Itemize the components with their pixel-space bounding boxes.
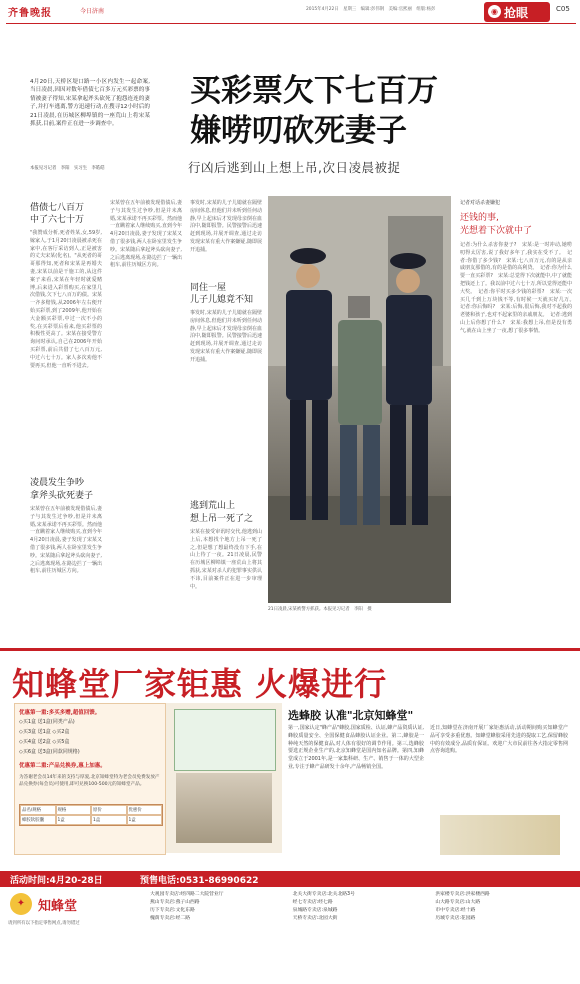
section-heading-3: 同住一屋 (190, 283, 227, 293)
section-heading-3b: 儿子儿媳竟不知 (190, 295, 254, 305)
store-list (150, 891, 570, 922)
sidebar-body: 记者:为什么杀害你妻子? 宋某:是一时冲动,她唠叨得太厉害,说了我好多年了,我实在受不了。 记者:你借了多少钱? 宋某:七八百万元,有的是从亲戚朋友那借的,有的是借的高利贷。 记者:你为什么要一直买彩票? 宋某:总觉得下次就能中,中了就能把钱还上了。我以前中过六七十万,所以觉得还能中大奖。 记者:你平时买多少钱的彩票? 宋某:一次买几千到上万块钱不等,有时候一天就买好几万。 记者:你后悔吗? 宋某:后悔,很后悔,我对不起我的老婆和孩子,也对不起家里的亲戚朋友。 记者:逃到山上后你想了什么? 宋某:我想上吊,但是没有勇气,就在山上坐了一夜,想了很多事情。 (460, 242, 578, 334)
story-text-col3: 事发时,宋某的儿子儿媳就在隔壁房间休息,但他们并未听到任何动静,早上起床后才发现母亲倒在血泊中,随即报警。民警接警后迅速赶到现场,并展开调查,通过走访发现宋某有重大作案嫌疑,随即展开追捕。 (190, 310, 262, 363)
ad-promo-line-5: 优惠第二重:产品兑换券,惠上加惠。 (19, 763, 106, 769)
store-item: 洪家楼专卖店:洪家楼西路 (435, 892, 490, 897)
section-heading-1b: 中了六七十万 (30, 215, 85, 225)
date-editor-line: 2015年4月22日 星期三 编辑:彭伟钢 美编:官熙丽 组版:杨彭 (306, 7, 436, 12)
table-cell: 1盒 (127, 815, 163, 825)
store-item: 泉城路专卖店:泉城路 (292, 908, 338, 913)
store-item: 燕山专卖店:燕子山西路 (150, 900, 200, 905)
news-photo (268, 196, 451, 603)
store-item: 山大路专卖店:山大路 (435, 900, 481, 905)
story-text-col2: 宋某曾在五年前被发现借债后,妻子与其发生过争吵,但是并未离婚,宋某承诺不再买彩票。然而他一直瞒着家人继续购买,直到今年4月20日凌晨,妻子发现了宋某又借了很多钱,两人在卧室里发生争吵。宋某随后拿起斧头砍向妻子,之后逃离现场,在路边拦了一辆出租车,前往历城区方向。 (110, 200, 182, 269)
ad-product-lineup (440, 815, 560, 855)
ad-promo-note: 为答谢老会员14年来的支持与厚爱,北京知蜂堂特为老会员免费发放产品兑换券(每会员)可使用,即可兑换100-500元的知蜂堂产品。 (19, 775, 160, 787)
story-text-col3a: 事发时,宋某的儿子儿媳就在隔壁房间休息,但他们并未听到任何动静,早上起床后才发现母亲倒在血泊中,随即报警。民警接警后迅速赶到现场,并展开调查,通过走访发现宋某有重大作案嫌疑,随即展开追捕。 (190, 200, 262, 253)
ad-promo-line-3: ◇买4盒 送2盒 ◇买5盒 (19, 739, 70, 745)
table-cell: 蜂胶软胶囊 (20, 815, 56, 825)
store-item: 大观园专卖店:经四路二大院营业厅 (150, 892, 224, 897)
ad-headline: 知蜂堂厂家钜惠 火爆进行 (12, 665, 388, 703)
section-heading-2b: 拿斧头砍死妻子 (30, 491, 94, 501)
story-text-col1b: 宋某曾在五年前被发现借债后,妻子与其发生过争吵,但是并未离婚,宋某承诺不再买彩票。然而他一直瞒着家人继续购买,直到今年4月20日凌晨,妻子发现了宋某又借了很多钱,两人在卧室里发生争吵。宋某随后拿起斧头砍向妻子,之后逃离现场,在路边拦了一辆出租车,前往历城区方向。 (30, 506, 102, 575)
table-header: 优惠价 (127, 805, 163, 815)
ad-date-band (0, 871, 580, 887)
product-box (174, 709, 276, 771)
ad-brand-logo (10, 891, 130, 917)
ad-promo-box (14, 703, 166, 855)
ad-header (0, 651, 580, 701)
lead-summary: 4月20日,天桥区堤口路一小区内发生一起命案,当日凌晨,因因对数年借债七百多万元买彩票的事情被妻子得知,宋某拿起斧头砍死了抱怨连连的妻子,并打车逃离,警方迅速行动,在搜寻12小时后的21日凌晨,在历城区柳埠镇的一座荒山上将宋某抓获,目前,案件正在进一步调查中。 (30, 79, 150, 128)
section-tag-label: 抢眼 (504, 6, 529, 20)
ad-promo-title: 优惠第一重:多买多赠,超值回馈。 (19, 710, 101, 716)
sidebar-title-1: 还钱的事, (460, 213, 499, 223)
store-item: 北关大街专卖店:北关北路3号 (292, 892, 355, 897)
ad-body-text-2: 近日,知蜂堂在济南开展厂家钜惠活动,活动期间购买知蜂堂产品可享受多重优惠。知蜂堂蜂胶采用先进的提取工艺,保留蜂胶中的有效成分,品质有保证。欢迎广大市民前往各大指定零售网点咨询选购。 (430, 725, 568, 755)
photo-illustration (268, 196, 451, 603)
table-header: 原价 (91, 805, 127, 815)
headline-line2: 嫌唠叨砍死妻子 (190, 113, 407, 149)
ad-price-table (19, 804, 163, 826)
store-item: 经七专卖店:经七路 (292, 900, 333, 905)
table-header: 规格 (56, 805, 92, 815)
brand-name: 知蜂堂 (38, 899, 78, 914)
ad-subtitle: 选蜂胶 认准"北京知蜂堂" (288, 709, 414, 722)
ad-product-image (166, 703, 282, 853)
ad-promo-line-4: ◇买6盒 送3盒(同款同规格) (19, 749, 80, 755)
newspaper-logo: 齐鲁晚报 (8, 8, 52, 19)
store-item: 历下专卖店:文化东路 (150, 908, 195, 913)
sidebar-kicker: 记者对话杀妻嫌犯 (460, 200, 501, 206)
ad-promo-line-1: ◇买1盒 送1盒(同类产品) (19, 719, 75, 725)
ad-phone: 预售电话:0531-86990622 (140, 876, 259, 886)
ad-promo-line-2: ◇买3盒 送1盒 ◇买2盒 (19, 729, 70, 735)
ad-footer-note: 请到所有以下指定零售网点,请勿错过 (8, 921, 80, 926)
table-header: 品名/规格 (20, 805, 56, 815)
photo-caption: 21日凌晨,宋某被警方抓获。本报见习记者 李阳 摄 (268, 607, 372, 612)
sidebar-title-2: 光想着下次就中了 (460, 226, 533, 236)
section-tag (484, 2, 550, 22)
store-item: 槐荫专卖店:经二路 (150, 916, 190, 921)
section-heading-1: 借债七八百万 (30, 203, 85, 213)
section-label: 今日济南 (80, 8, 105, 15)
store-item: 市中专卖店:经十路 (435, 908, 476, 913)
store-item: 天桥专卖店:北园大街 (292, 916, 338, 921)
lead-byline: 本报见习记者 李阳 实习生 李皓皓 (30, 166, 105, 171)
store-item: 历城专卖店:花园路 (435, 916, 476, 921)
masthead-rule (6, 23, 576, 24)
table-cell: 1盒 (91, 815, 127, 825)
section-heading-4b: 想上吊一死了之 (190, 514, 254, 524)
story-text-col1: "我赞成分析,死者姓某,女,59岁,嫁家人,于1月20日凌晨被杀死在家中,在客厅采访到人,正是被害的丈夫宋某(化名)。"从死者的哥哥那得知,死者和宋某是再婚夫妻,宋某以前是干施工的,从这件案子来看,宋某在年轻时就爱赌博,后来进入彩票购买,在家里几次借钱,欠下七八百万的债。宋某一齐多赔钱,从2006年左右便开始买彩票,到了2009年,他开始在大金额买彩票,中过一次不小的奖,在买彩票后看来,他买彩票的积极性更高了。宋某在接受警方询问时承认,自己在2006年开始买彩票,前后共借了七八百万元,中过六七十万。家人多次劝他不要再买,但他一直听不进去。 (30, 230, 102, 369)
product-photo (176, 773, 272, 843)
headline-line1: 买彩票欠下七百万 (190, 73, 438, 109)
advertisement (0, 648, 580, 984)
page-number: C05 (556, 5, 570, 13)
ad-event-dates: 活动时间:4月20-28日 (10, 876, 103, 886)
eye-icon: ◉ (488, 5, 501, 18)
section-heading-2: 凌晨发生争吵 (30, 478, 85, 488)
headline-subtitle: 行凶后逃到山上想上吊,次日凌晨被捉 (188, 160, 401, 175)
table-cell: 1盒 (56, 815, 92, 825)
section-heading-4: 逃到荒山上 (190, 501, 236, 511)
ad-body-text: 第一,国家认定"蜂产品"蜂胶,国家质检、认证,蜂产品资质认证,蜂胶质量安全、全国保健食品蜂胶认证企业。第二,蜂胶是一种纯天然的保健食品,对人体有很好的调节作用。第三,选蜂胶要选正规企业生产的,北京知蜂堂是国内知名品牌。第四,知蜂堂成立于2001年,是一家集科研、生产、销售于一体的大型企业,专注于蜂产品研发十余年,产品畅销全国。 (288, 725, 424, 770)
story-text-col4: 宋某在接受审讯时交代,他逃到山上后,本想找个地方上吊一死了之,但是想了想最终没有下手,在山上待了一夜。21日凌晨,民警在历城区柳埠镇一座荒山上将其抓获,宋某对杀人的犯罪事实供认不讳,目前案件正在进一步审理中。 (190, 529, 262, 590)
bee-icon: ✦ (10, 893, 32, 915)
